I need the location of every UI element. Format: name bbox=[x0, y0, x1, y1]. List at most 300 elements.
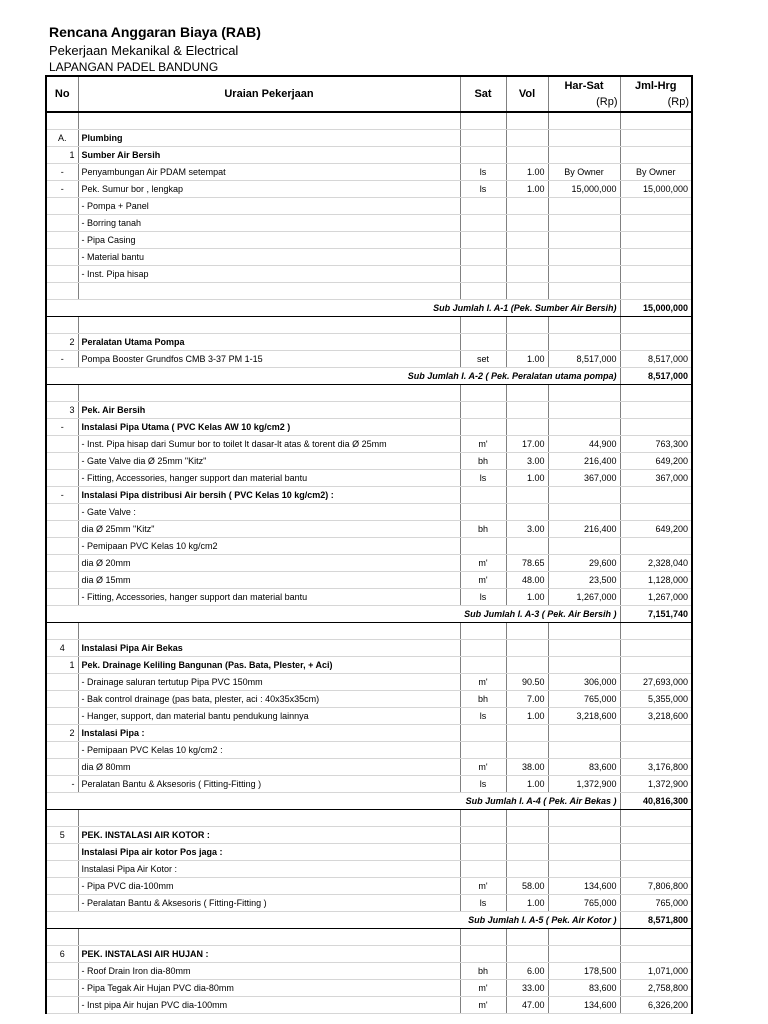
cell-sat: m' bbox=[460, 980, 506, 997]
cell-vol bbox=[506, 657, 548, 674]
table-row bbox=[46, 130, 692, 147]
cell-harsat: 1,267,000 bbox=[548, 589, 620, 606]
cell-no bbox=[46, 215, 78, 232]
cell-no bbox=[46, 266, 78, 283]
subtotal-row bbox=[46, 300, 692, 317]
cell-harsat: 23,500 bbox=[548, 572, 620, 589]
table-row bbox=[46, 674, 692, 691]
cell-no: 5 bbox=[46, 827, 78, 844]
cell-uraian: - Gate Valve dia Ø 25mm "Kitz" bbox=[78, 453, 460, 470]
cell-harsat: 1,372,900 bbox=[548, 776, 620, 793]
spacer-row bbox=[46, 112, 692, 130]
cell-uraian: Pek. Drainage Keliling Bangunan (Pas. Bata, Plester, + Aci) bbox=[78, 657, 460, 674]
cell-harsat: 134,600 bbox=[548, 878, 620, 895]
cell-sat: m' bbox=[460, 878, 506, 895]
cell-vol bbox=[506, 742, 548, 759]
table-row bbox=[46, 827, 692, 844]
cell-no bbox=[46, 385, 78, 402]
cell-no: 3 bbox=[46, 402, 78, 419]
cell-vol bbox=[506, 232, 548, 249]
cell-no: - bbox=[46, 164, 78, 181]
cell-no bbox=[46, 283, 78, 300]
cell-vol: 1.00 bbox=[506, 164, 548, 181]
jmlhrg-unit: (Rp) bbox=[667, 96, 689, 108]
cell-jmlhrg: 5,355,000 bbox=[620, 691, 692, 708]
spacer-row bbox=[46, 623, 692, 640]
cell-vol: 3.00 bbox=[506, 521, 548, 538]
cell-sat bbox=[460, 844, 506, 861]
cell-harsat: 306,000 bbox=[548, 674, 620, 691]
cell-harsat bbox=[548, 946, 620, 963]
cell-uraian: Pek. Sumur bor , lengkap bbox=[78, 181, 460, 198]
cell-jmlhrg: 649,200 bbox=[620, 521, 692, 538]
cell-vol bbox=[506, 283, 548, 300]
cell-vol bbox=[506, 402, 548, 419]
cell-sat bbox=[460, 725, 506, 742]
cell-jmlhrg bbox=[620, 487, 692, 504]
cell-uraian: - Pemipaan PVC Kelas 10 kg/cm2 bbox=[78, 538, 460, 555]
cell-vol: 7.00 bbox=[506, 691, 548, 708]
table-row bbox=[46, 351, 692, 368]
cell-sat: bh bbox=[460, 521, 506, 538]
table-row bbox=[46, 232, 692, 249]
cell-uraian: - Inst. Pipa hisap bbox=[78, 266, 460, 283]
table-row bbox=[46, 504, 692, 521]
cell-uraian: - Pompa + Panel bbox=[78, 198, 460, 215]
cell-harsat bbox=[548, 844, 620, 861]
table-row bbox=[46, 742, 692, 759]
cell-sat: bh bbox=[460, 453, 506, 470]
cell-harsat: 178,500 bbox=[548, 963, 620, 980]
spacer-row bbox=[46, 929, 692, 946]
cell-jmlhrg bbox=[620, 283, 692, 300]
cell-sat bbox=[460, 402, 506, 419]
col-header-harsat bbox=[548, 76, 620, 112]
cell-uraian: - Pemipaan PVC Kelas 10 kg/cm2 : bbox=[78, 742, 460, 759]
cell-no bbox=[46, 436, 78, 453]
cell-sat: set bbox=[460, 351, 506, 368]
subtotal-row bbox=[46, 606, 692, 623]
cell-harsat: 216,400 bbox=[548, 453, 620, 470]
cell-uraian: Instalasi Pipa Utama ( PVC Kelas AW 10 kg/cm2 ) bbox=[78, 419, 460, 436]
cell-jmlhrg: 1,372,900 bbox=[620, 776, 692, 793]
table-row bbox=[46, 198, 692, 215]
cell-uraian: - Pipa PVC dia-100mm bbox=[78, 878, 460, 895]
cell-harsat bbox=[548, 283, 620, 300]
cell-vol bbox=[506, 844, 548, 861]
spacer-row bbox=[46, 385, 692, 402]
cell-sat bbox=[460, 317, 506, 334]
cell-vol bbox=[506, 827, 548, 844]
table-row bbox=[46, 266, 692, 283]
cell-no: 2 bbox=[46, 334, 78, 351]
table-row bbox=[46, 657, 692, 674]
page-title: Rencana Anggaran Biaya (RAB) bbox=[49, 24, 261, 40]
cell-jmlhrg bbox=[620, 623, 692, 640]
cell-harsat: 8,517,000 bbox=[548, 351, 620, 368]
cell-no bbox=[46, 538, 78, 555]
spacer-row bbox=[46, 283, 692, 300]
cell-vol: 90.50 bbox=[506, 674, 548, 691]
table-row bbox=[46, 878, 692, 895]
cell-uraian: Instalasi Pipa air kotor Pos jaga : bbox=[78, 844, 460, 861]
cell-uraian: Pek. Air Bersih bbox=[78, 402, 460, 419]
table-row bbox=[46, 589, 692, 606]
cell-no: A. bbox=[46, 130, 78, 147]
table-row bbox=[46, 946, 692, 963]
cell-harsat bbox=[548, 623, 620, 640]
table-row bbox=[46, 691, 692, 708]
subtotal-label: Sub Jumlah I. A-3 ( Pek. Air Bersih ) bbox=[46, 606, 620, 623]
cell-uraian: - Drainage saluran tertutup Pipa PVC 150mm bbox=[78, 674, 460, 691]
cell-sat bbox=[460, 215, 506, 232]
cell-vol bbox=[506, 504, 548, 521]
cell-jmlhrg: 2,328,040 bbox=[620, 555, 692, 572]
cell-no bbox=[46, 844, 78, 861]
cell-uraian bbox=[78, 317, 460, 334]
cell-harsat: 367,000 bbox=[548, 470, 620, 487]
cell-jmlhrg bbox=[620, 130, 692, 147]
table-row bbox=[46, 181, 692, 198]
cell-vol bbox=[506, 215, 548, 232]
subtotal-value: 8,517,000 bbox=[620, 368, 692, 385]
cell-no: 1 bbox=[46, 147, 78, 164]
cell-uraian bbox=[78, 810, 460, 827]
cell-sat bbox=[460, 742, 506, 759]
cell-harsat: 83,600 bbox=[548, 980, 620, 997]
cell-uraian: Instalasi Pipa : bbox=[78, 725, 460, 742]
cell-no bbox=[46, 589, 78, 606]
table-row bbox=[46, 776, 692, 793]
cell-jmlhrg: 1,071,000 bbox=[620, 963, 692, 980]
cell-uraian: Peralatan Bantu & Aksesoris ( Fitting-Fitting ) bbox=[78, 776, 460, 793]
cell-vol: 38.00 bbox=[506, 759, 548, 776]
cell-no: - bbox=[46, 351, 78, 368]
cell-sat bbox=[460, 232, 506, 249]
cell-no bbox=[46, 810, 78, 827]
cell-sat bbox=[460, 657, 506, 674]
table-row bbox=[46, 436, 692, 453]
cell-harsat bbox=[548, 334, 620, 351]
cell-jmlhrg bbox=[620, 334, 692, 351]
cell-harsat bbox=[548, 317, 620, 334]
table-row bbox=[46, 147, 692, 164]
cell-jmlhrg bbox=[620, 504, 692, 521]
cell-jmlhrg bbox=[620, 147, 692, 164]
cell-uraian bbox=[78, 929, 460, 946]
harsat-unit: (Rp) bbox=[596, 96, 618, 108]
cell-no bbox=[46, 470, 78, 487]
cell-sat bbox=[460, 861, 506, 878]
cell-vol bbox=[506, 929, 548, 946]
cell-no bbox=[46, 249, 78, 266]
cell-sat: m' bbox=[460, 759, 506, 776]
col-header-uraian: Uraian Pekerjaan bbox=[78, 76, 460, 112]
cell-harsat bbox=[548, 742, 620, 759]
cell-uraian: Instalasi Pipa Air Kotor : bbox=[78, 861, 460, 878]
cell-vol bbox=[506, 249, 548, 266]
cell-no bbox=[46, 895, 78, 912]
cell-harsat bbox=[548, 827, 620, 844]
cell-harsat bbox=[548, 232, 620, 249]
cell-no bbox=[46, 929, 78, 946]
cell-no bbox=[46, 759, 78, 776]
cell-no bbox=[46, 555, 78, 572]
cell-vol: 78.65 bbox=[506, 555, 548, 572]
table-row bbox=[46, 708, 692, 725]
cell-uraian: - Fitting, Accessories, hanger support dan material bantu bbox=[78, 589, 460, 606]
cell-uraian: dia Ø 25mm "Kitz" bbox=[78, 521, 460, 538]
cell-no bbox=[46, 453, 78, 470]
cell-jmlhrg: 763,300 bbox=[620, 436, 692, 453]
table-row bbox=[46, 164, 692, 181]
cell-harsat: 134,600 bbox=[548, 997, 620, 1014]
cell-harsat bbox=[548, 487, 620, 504]
table-row bbox=[46, 844, 692, 861]
cell-uraian: PEK. INSTALASI AIR HUJAN : bbox=[78, 946, 460, 963]
cell-sat bbox=[460, 929, 506, 946]
cell-sat bbox=[460, 147, 506, 164]
cell-sat: bh bbox=[460, 963, 506, 980]
harsat-label: Har-Sat bbox=[564, 80, 604, 92]
cell-uraian: dia Ø 20mm bbox=[78, 555, 460, 572]
cell-uraian: Instalasi Pipa distribusi Air bersih ( PVC Kelas 10 kg/cm2) : bbox=[78, 487, 460, 504]
cell-vol: 1.00 bbox=[506, 708, 548, 725]
cell-jmlhrg: 8,517,000 bbox=[620, 351, 692, 368]
cell-sat bbox=[460, 538, 506, 555]
cell-vol: 6.00 bbox=[506, 963, 548, 980]
cell-harsat: By Owner bbox=[548, 164, 620, 181]
table-row bbox=[46, 538, 692, 555]
cell-no bbox=[46, 521, 78, 538]
table-row bbox=[46, 895, 692, 912]
cell-jmlhrg: 7,806,800 bbox=[620, 878, 692, 895]
subtotal-value: 8,571,800 bbox=[620, 912, 692, 929]
cell-jmlhrg: 1,128,000 bbox=[620, 572, 692, 589]
cell-vol: 1.00 bbox=[506, 351, 548, 368]
cell-jmlhrg: 15,000,000 bbox=[620, 181, 692, 198]
cell-uraian: - Gate Valve : bbox=[78, 504, 460, 521]
cell-uraian: Sumber Air Bersih bbox=[78, 147, 460, 164]
cell-harsat: 15,000,000 bbox=[548, 181, 620, 198]
subtotal-label: Sub Jumlah I. A-4 ( Pek. Air Bekas ) bbox=[46, 793, 620, 810]
table-header-row bbox=[46, 76, 692, 112]
cell-vol bbox=[506, 419, 548, 436]
cell-uraian: - Fitting, Accessories, hanger support dan material bantu bbox=[78, 470, 460, 487]
cell-harsat bbox=[548, 810, 620, 827]
cell-no: - bbox=[46, 776, 78, 793]
cell-vol bbox=[506, 112, 548, 130]
cell-vol bbox=[506, 198, 548, 215]
cell-jmlhrg bbox=[620, 198, 692, 215]
cell-vol bbox=[506, 266, 548, 283]
cell-sat bbox=[460, 810, 506, 827]
cell-no bbox=[46, 623, 78, 640]
cell-uraian bbox=[78, 623, 460, 640]
cell-no bbox=[46, 674, 78, 691]
project-location: LAPANGAN PADEL BANDUNG bbox=[49, 60, 219, 74]
cell-sat: m' bbox=[460, 572, 506, 589]
cell-harsat bbox=[548, 112, 620, 130]
page-subtitle: Pekerjaan Mekanikal & Electrical bbox=[49, 43, 239, 58]
cell-vol bbox=[506, 861, 548, 878]
table-row bbox=[46, 640, 692, 657]
cell-jmlhrg: 6,326,200 bbox=[620, 997, 692, 1014]
cell-no bbox=[46, 572, 78, 589]
cell-harsat bbox=[548, 725, 620, 742]
cell-vol: 33.00 bbox=[506, 980, 548, 997]
cell-sat bbox=[460, 266, 506, 283]
cell-harsat bbox=[548, 504, 620, 521]
cell-vol: 1.00 bbox=[506, 776, 548, 793]
cell-harsat bbox=[548, 640, 620, 657]
cell-jmlhrg bbox=[620, 827, 692, 844]
cell-vol: 1.00 bbox=[506, 470, 548, 487]
cell-vol: 3.00 bbox=[506, 453, 548, 470]
cell-harsat: 765,000 bbox=[548, 691, 620, 708]
cell-uraian: PEK. INSTALASI AIR KOTOR : bbox=[78, 827, 460, 844]
cell-jmlhrg bbox=[620, 317, 692, 334]
table-row bbox=[46, 555, 692, 572]
cell-jmlhrg bbox=[620, 215, 692, 232]
cell-uraian: - Pipa Casing bbox=[78, 232, 460, 249]
cell-uraian: Plumbing bbox=[78, 130, 460, 147]
cell-sat bbox=[460, 283, 506, 300]
cell-no bbox=[46, 691, 78, 708]
cell-no: - bbox=[46, 181, 78, 198]
cell-sat bbox=[460, 112, 506, 130]
cell-jmlhrg: 3,218,600 bbox=[620, 708, 692, 725]
cell-jmlhrg bbox=[620, 861, 692, 878]
cell-jmlhrg bbox=[620, 249, 692, 266]
cell-uraian: - Material bantu bbox=[78, 249, 460, 266]
cell-no bbox=[46, 861, 78, 878]
cell-jmlhrg bbox=[620, 640, 692, 657]
cell-no bbox=[46, 504, 78, 521]
cell-sat: ls bbox=[460, 589, 506, 606]
cell-jmlhrg: 1,267,000 bbox=[620, 589, 692, 606]
cell-jmlhrg bbox=[620, 810, 692, 827]
subtotal-label: Sub Jumlah I. A-1 (Pek. Sumber Air Bersih) bbox=[46, 300, 620, 317]
cell-jmlhrg bbox=[620, 385, 692, 402]
cell-jmlhrg bbox=[620, 844, 692, 861]
cell-no bbox=[46, 708, 78, 725]
table-row bbox=[46, 470, 692, 487]
cell-sat: m' bbox=[460, 555, 506, 572]
col-header-sat: Sat bbox=[460, 76, 506, 112]
cell-uraian bbox=[78, 283, 460, 300]
cell-jmlhrg bbox=[620, 266, 692, 283]
cell-no bbox=[46, 963, 78, 980]
cell-uraian bbox=[78, 112, 460, 130]
cell-no bbox=[46, 997, 78, 1014]
cell-jmlhrg: 27,693,000 bbox=[620, 674, 692, 691]
cell-sat bbox=[460, 419, 506, 436]
cell-vol: 48.00 bbox=[506, 572, 548, 589]
cell-vol: 17.00 bbox=[506, 436, 548, 453]
table-row bbox=[46, 453, 692, 470]
cell-no bbox=[46, 878, 78, 895]
cell-uraian: - Bak control drainage (pas bata, plester, aci : 40x35x35cm) bbox=[78, 691, 460, 708]
table-row bbox=[46, 487, 692, 504]
cell-vol bbox=[506, 317, 548, 334]
cell-sat bbox=[460, 198, 506, 215]
spacer-row bbox=[46, 810, 692, 827]
table-row bbox=[46, 334, 692, 351]
cell-jmlhrg bbox=[620, 402, 692, 419]
cell-harsat bbox=[548, 385, 620, 402]
subtotal-value: 15,000,000 bbox=[620, 300, 692, 317]
cell-uraian: Pompa Booster Grundfos CMB 3-37 PM 1-15 bbox=[78, 351, 460, 368]
col-header-jmlhrg bbox=[620, 76, 692, 112]
cell-vol: 1.00 bbox=[506, 181, 548, 198]
cell-vol: 47.00 bbox=[506, 997, 548, 1014]
cell-uraian: - Inst. Pipa hisap dari Sumur bor to toilet lt dasar-lt atas & torent dia Ø 25mm bbox=[78, 436, 460, 453]
cell-jmlhrg bbox=[620, 725, 692, 742]
table-row bbox=[46, 402, 692, 419]
cell-sat bbox=[460, 827, 506, 844]
cell-no bbox=[46, 742, 78, 759]
cell-harsat bbox=[548, 249, 620, 266]
table-row bbox=[46, 521, 692, 538]
cell-uraian: - Pipa Tegak Air Hujan PVC dia-80mm bbox=[78, 980, 460, 997]
cell-no: 2 bbox=[46, 725, 78, 742]
cell-no: 1 bbox=[46, 657, 78, 674]
cell-sat: ls bbox=[460, 470, 506, 487]
subtotal-value: 7,151,740 bbox=[620, 606, 692, 623]
cell-harsat bbox=[548, 929, 620, 946]
cell-harsat: 765,000 bbox=[548, 895, 620, 912]
cell-uraian bbox=[78, 385, 460, 402]
cell-jmlhrg bbox=[620, 742, 692, 759]
cell-no bbox=[46, 112, 78, 130]
subtotal-row bbox=[46, 793, 692, 810]
cell-sat: m' bbox=[460, 436, 506, 453]
cell-uraian: dia Ø 15mm bbox=[78, 572, 460, 589]
cell-jmlhrg bbox=[620, 232, 692, 249]
cell-jmlhrg bbox=[620, 419, 692, 436]
cell-sat bbox=[460, 334, 506, 351]
cell-sat bbox=[460, 946, 506, 963]
cell-uraian: - Peralatan Bantu & Aksesoris ( Fitting-Fitting ) bbox=[78, 895, 460, 912]
cell-jmlhrg bbox=[620, 538, 692, 555]
cell-no: - bbox=[46, 487, 78, 504]
cell-vol bbox=[506, 334, 548, 351]
cell-vol bbox=[506, 487, 548, 504]
cell-no bbox=[46, 980, 78, 997]
cell-harsat: 83,600 bbox=[548, 759, 620, 776]
cell-jmlhrg: 765,000 bbox=[620, 895, 692, 912]
cell-vol: 1.00 bbox=[506, 589, 548, 606]
cell-uraian: - Inst pipa Air hujan PVC dia-100mm bbox=[78, 997, 460, 1014]
subtotal-label: Sub Jumlah I. A-2 ( Pek. Peralatan utama pompa) bbox=[46, 368, 620, 385]
table-row bbox=[46, 861, 692, 878]
cell-vol bbox=[506, 946, 548, 963]
cell-harsat bbox=[548, 266, 620, 283]
rab-table bbox=[45, 75, 693, 1014]
cell-harsat bbox=[548, 861, 620, 878]
cell-sat: ls bbox=[460, 164, 506, 181]
cell-harsat: 29,600 bbox=[548, 555, 620, 572]
cell-harsat: 3,218,600 bbox=[548, 708, 620, 725]
cell-no: 6 bbox=[46, 946, 78, 963]
rab-table-body bbox=[46, 76, 692, 1014]
cell-uraian: dia Ø 80mm bbox=[78, 759, 460, 776]
cell-harsat bbox=[548, 198, 620, 215]
cell-vol bbox=[506, 385, 548, 402]
col-header-vol: Vol bbox=[506, 76, 548, 112]
cell-no bbox=[46, 317, 78, 334]
